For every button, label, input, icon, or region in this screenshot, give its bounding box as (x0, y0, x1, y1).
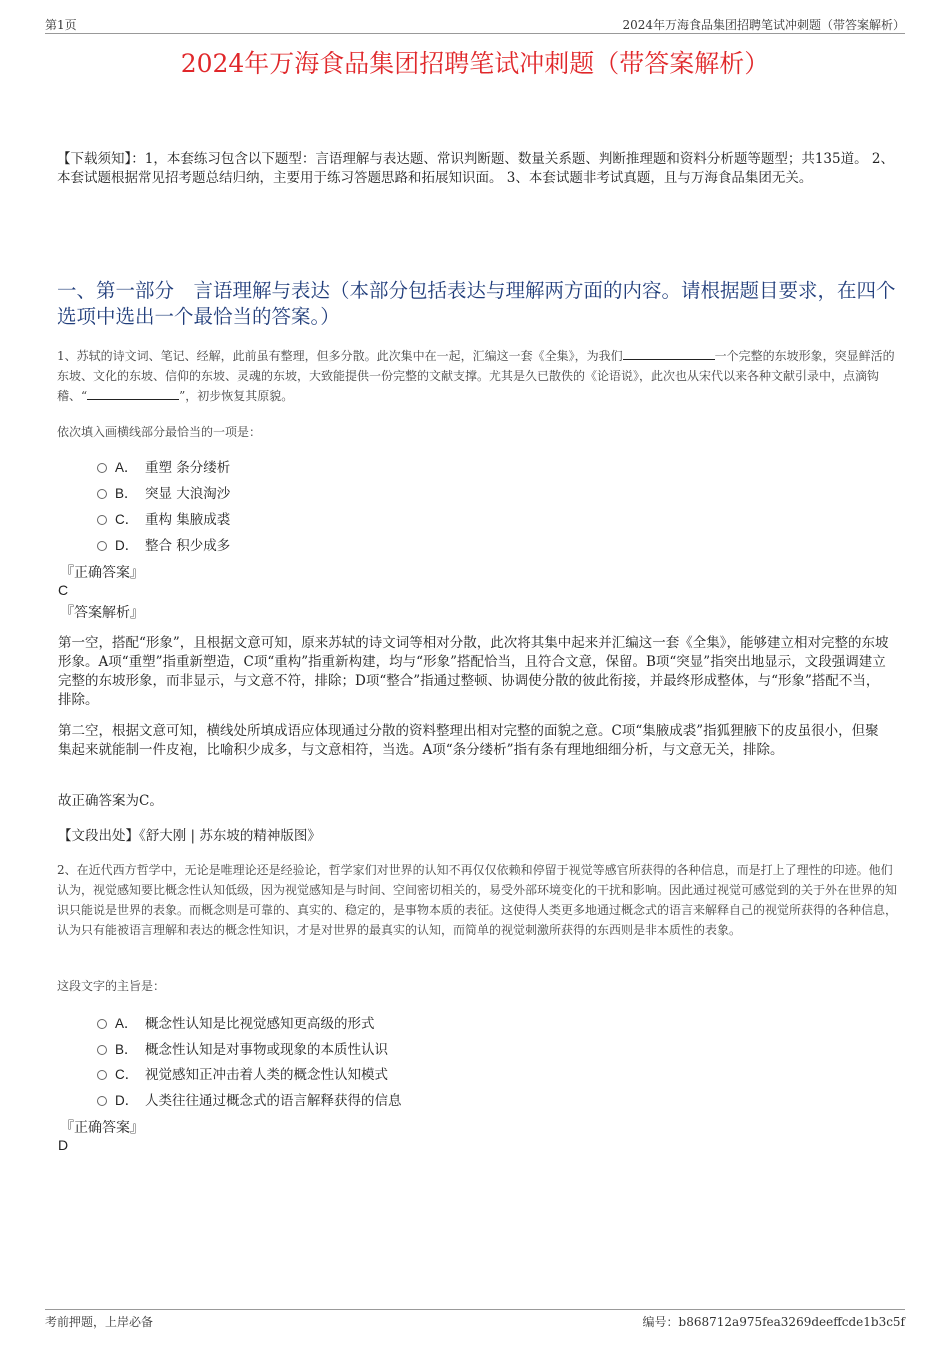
q1-analysis-label: 『答案解析』 (60, 605, 144, 621)
q1-analysis-para-2: 第二空，根据文意可知，横线处所填成语应体现通过分散的资料整理出相对完整的面貌之意。C项“集腋成裘”指狐狸腋下的皮虽很小，但聚集起来就能制一件皮袍，比喻积少成多，与文意相符，当选。A项“条分缕析”指有条有理地细细分析，与文意无关，排除。 (58, 723, 879, 758)
q2-answer: D (58, 1137, 69, 1153)
question-1-prompt: 依次填入画横线部分最恰当的一项是： (57, 425, 262, 439)
page-header (45, 16, 905, 34)
q1-option-a[interactable]: A． 重塑 条分缕析 (97, 456, 230, 476)
q1-option-d[interactable]: D． 整合 积少成多 (97, 534, 230, 554)
page-footer (45, 1313, 905, 1331)
footer-slogan: 考前押题，上岸必备 (45, 1315, 154, 1329)
section-heading: 一、第一部分 言语理解与表达（本部分包括表达与理解两方面的内容。请根据题目要求，在四个选项中选出一个最恰当的答案。） (57, 279, 896, 328)
download-notice: 【下载须知】：1，本套练习包含以下题型：言语理解与表达题、常识判断题、数量关系题、判断推理题和资料分析题等题型；共135道。 2、本套试题根据常见招考题总结归纳，主要用于练习答题思路和拓展知识面。 3、本套试题非考试真题，且与万海食品集团无关。 (57, 151, 894, 186)
q1-conclusion: 故正确答案为C。 (58, 793, 163, 809)
radio-icon[interactable] (97, 1096, 107, 1106)
q1-answer: C (58, 582, 69, 598)
q1-option-b[interactable]: B． 突显 大浪淘沙 (97, 482, 230, 502)
q1-analysis-para-1: 第一空，搭配“形象”，且根据文意可知，原来苏轼的诗文词等相对分散，此次将其集中起来并汇编这一套《全集》，能够建立相对完整的东坡形象。A项“重塑”指重新塑造，C项“重构”指重新构建，均与“形象”搭配恰当，且符合文意，保留。B项“突显”指突出地显示，文段强调建立完整的东坡形象，而非显示，与文意不符，排除；D项“整合”指通过整顿、协调使分散的彼此衔接，并最终形成整体，与“形象”搭配不当，排除。 (58, 635, 889, 708)
header-doc-title: 2024年万海食品集团招聘笔试冲刺题（带答案解析） (622, 18, 905, 32)
question-2-prompt: 这段文字的主旨是： (57, 979, 166, 993)
q2-option-b[interactable]: B． 概念性认知是对事物或现象的本质性认识 (97, 1038, 388, 1058)
fill-blank-2 (87, 387, 179, 400)
q1-option-c[interactable]: C． 重构 集腋成裘 (97, 508, 230, 528)
question-1-stem: 1、苏轼的诗文词、笔记、经解，此前虽有整理，但多分散。此次集中在一起，汇编这一套《全集》，为我们 一个完整的东坡形象，突显鲜活的东坡、文化的东坡、信仰的东坡、灵魂的东坡，大致能提供一份完整的文献支撑。尤其是久已散佚的《论语说》，此次也从宋代以来各种文献引录中，点滴钩稽、“ ”，初步恢复其原貌。 (57, 349, 895, 403)
footer-serial: 编号：b868712a975fea3269deeffcde1b3c5f (642, 1315, 905, 1329)
q2-option-a[interactable]: A． 概念性认知是比视觉感知更高级的形式 (97, 1012, 375, 1032)
footer-divider (45, 1309, 905, 1310)
q2-option-d[interactable]: D． 人类往往通过概念式的语言解释获得的信息 (97, 1089, 402, 1109)
radio-icon[interactable] (97, 1070, 107, 1080)
q1-answer-label: 『正确答案』 (60, 565, 144, 581)
q2-option-c[interactable]: C． 视觉感知正冲击着人类的概念性认知模式 (97, 1063, 388, 1083)
page-number: 第1页 (45, 18, 77, 32)
radio-icon[interactable] (97, 463, 107, 473)
radio-icon[interactable] (97, 541, 107, 551)
question-2-stem: 2、在近代西方哲学中，无论是唯理论还是经验论，哲学家们对世界的认知不再仅仅依赖和停留于视觉等感官所获得的各种信息，而是打上了理性的印迹。他们认为，视觉感知要比概念性认知低级，因为视觉感知是与时间、空间密切相关的，易受外部环境变化的干扰和影响。因此通过视觉可感觉到的关于外在世界的知识只能说是世界的表象。而概念则是可靠的、真实的、稳定的，是事物本质的表征。这使得人类更多地通过概念式的语言来解释自己的视觉所获得的各种信息，认为只有能被语言理解和表达的概念性知识，才是对世界的最真实的认知，而简单的视觉刺激所获得的东西则是非本质性的表象。 (57, 863, 898, 937)
radio-icon[interactable] (97, 1019, 107, 1029)
radio-icon[interactable] (97, 515, 107, 525)
q2-answer-label: 『正确答案』 (60, 1120, 144, 1136)
radio-icon[interactable] (97, 489, 107, 499)
fill-blank-1 (623, 347, 715, 360)
page-title: 2024年万海食品集团招聘笔试冲刺题（带答案解析） (180, 49, 770, 78)
header-divider (45, 33, 905, 34)
radio-icon[interactable] (97, 1045, 107, 1055)
q1-source: 【文段出处】《舒大刚 | 苏东坡的精神版图》 (58, 828, 321, 844)
